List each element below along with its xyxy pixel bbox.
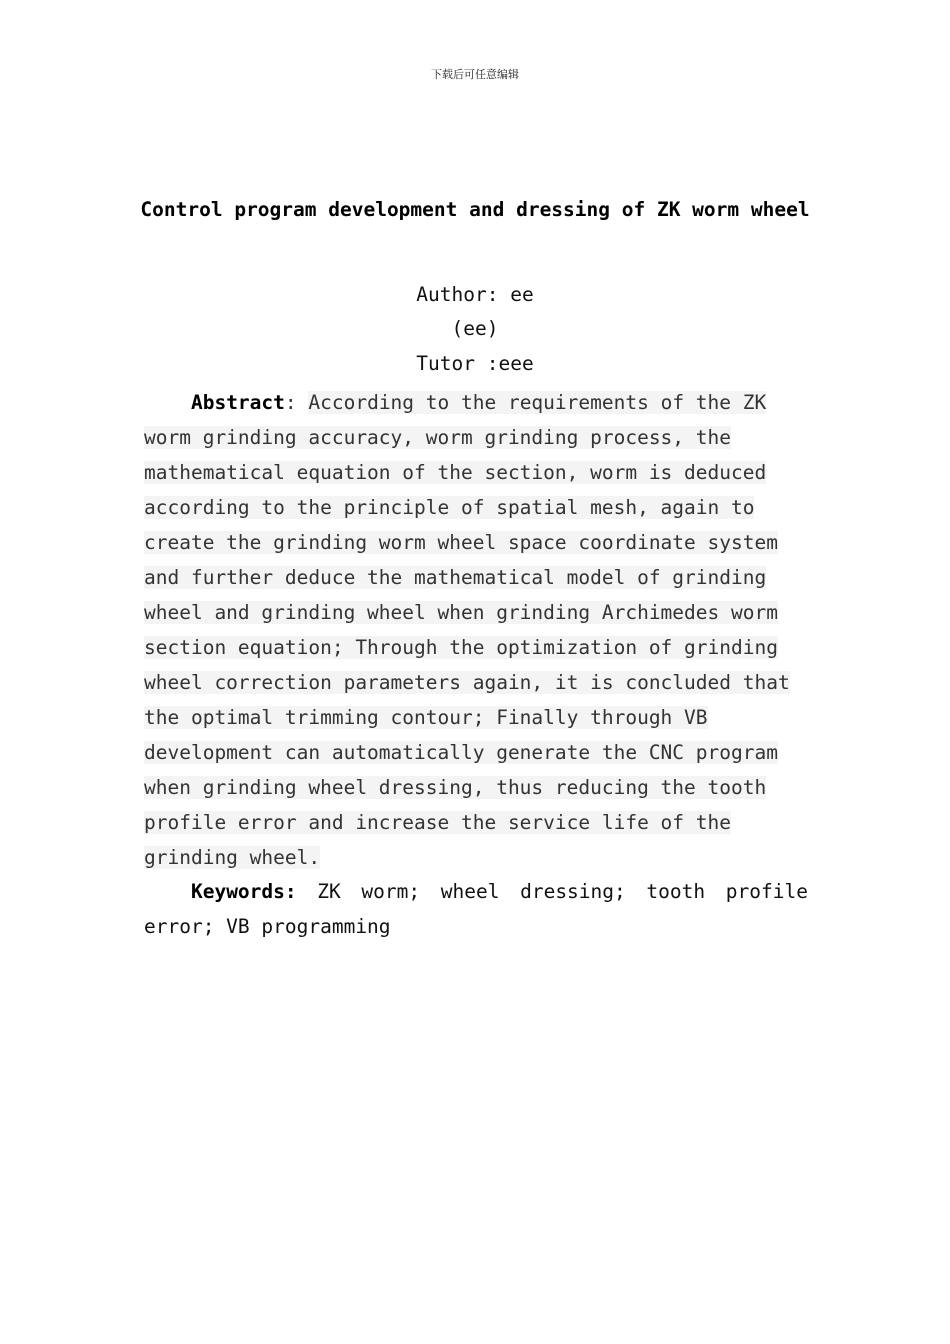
keywords-first-line — [144, 874, 808, 909]
abstract-text-line: wheel correction parameters again, it is concluded that — [144, 671, 790, 694]
abstract-section — [144, 385, 808, 875]
abstract-text-line: development can automatically generate the CNC program — [144, 741, 778, 764]
abstract-line — [144, 700, 808, 735]
abstract-text-line: the optimal trimming contour; Finally through VB — [144, 706, 708, 729]
abstract-line — [144, 805, 808, 840]
abstract-line — [144, 735, 808, 770]
keyword-term: worm; — [361, 880, 421, 903]
keyword-term: dressing; — [520, 880, 626, 903]
keyword-term: tooth — [646, 880, 706, 903]
abstract-label: Abstract — [190, 391, 285, 414]
abstract-text-line: when grinding wheel dressing, thus reducing the tooth — [144, 776, 767, 799]
abstract-line — [144, 525, 808, 560]
abstract-line — [144, 665, 808, 700]
keyword-term: ZK — [317, 880, 341, 903]
abstract-text-line: grinding wheel. — [144, 846, 321, 869]
keywords-lead — [144, 874, 297, 909]
abstract-text-line: worm grinding accuracy, worm grinding process, the — [144, 426, 731, 449]
keyword-term: wheel — [440, 880, 500, 903]
abstract-line — [144, 455, 808, 490]
keywords-second-line: error; VB programming — [144, 915, 391, 938]
abstract-text-line: wheel and grinding wheel when grinding Archimedes worm — [144, 601, 778, 624]
author-line: Author: ee — [416, 283, 534, 306]
abstract-separator: : — [284, 391, 309, 414]
abstract-text-line: create the grinding worm wheel space coordinate system — [144, 531, 778, 554]
abstract-text-line: and further deduce the mathematical model of grinding — [144, 566, 767, 589]
abstract-text-line: according to the principle of spatial mesh, again to — [144, 496, 755, 519]
affiliation-line: (ee) — [451, 317, 499, 340]
abstract-line — [144, 560, 808, 595]
abstract-line — [144, 630, 808, 665]
abstract-text-line: mathematical equation of the section, worm is deduced — [144, 461, 767, 484]
abstract-text-line: section equation; Through the optimization of grinding — [144, 636, 778, 659]
keywords-section — [144, 874, 808, 944]
keywords-label: Keywords: — [190, 880, 297, 903]
abstract-first-line — [144, 385, 808, 420]
abstract-text-line: According to the requirements of the ZK — [308, 391, 767, 414]
abstract-line — [144, 840, 808, 875]
abstract-line — [144, 490, 808, 525]
header-note: 下载后可任意编辑 — [431, 68, 519, 81]
abstract-line — [144, 595, 808, 630]
tutor-line: Tutor :eee — [416, 352, 534, 375]
abstract-line — [144, 420, 808, 455]
abstract-line — [144, 770, 808, 805]
abstract-text-line: profile error and increase the service life of the — [144, 811, 731, 834]
keyword-term: profile — [725, 880, 808, 903]
paper-title: Control program development and dressing of ZK worm wheel — [140, 198, 810, 221]
